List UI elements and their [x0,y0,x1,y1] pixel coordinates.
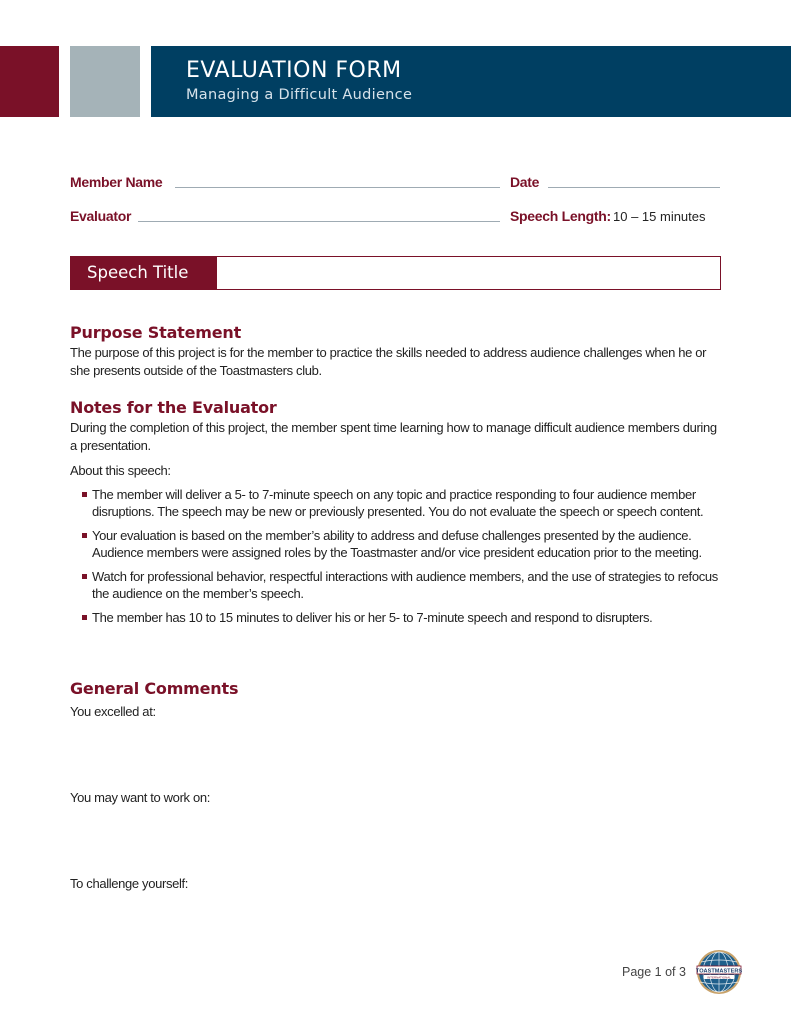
svg-text:TOASTMASTERS: TOASTMASTERS [695,968,743,975]
about-speech-label: About this speech: [70,463,171,478]
header-maroon-block [0,46,59,117]
toastmasters-logo-icon [694,948,744,996]
challenge-yourself-label: To challenge yourself: [70,876,189,891]
date-field[interactable] [548,187,720,188]
speech-length-label: Speech Length: [510,208,611,224]
comments-section [70,679,720,698]
header-banner [151,46,791,117]
work-on-area[interactable] [70,808,720,870]
bullet-square-icon [82,574,87,579]
challenge-yourself-area[interactable] [70,894,720,944]
evaluator-field[interactable] [138,221,500,222]
member-name-label: Member Name [70,174,163,190]
form-title: EVALUATION FORM [186,58,402,83]
excelled-at-area[interactable] [70,722,720,784]
evaluator-label: Evaluator [70,208,132,224]
notes-heading: Notes for the Evaluator [70,398,277,417]
purpose-text: The purpose of this project is for the member to practice the skills needed to address audience challenges when he or she presents outside of the Toastmasters club. [70,345,707,378]
form-subtitle: Managing a Difficult Audience [186,87,413,103]
speech-title-box [70,256,721,290]
speech-title-input[interactable] [217,257,720,289]
bullet-square-icon [82,533,87,538]
header-gray-block [70,46,140,117]
bullet-square-icon [82,615,87,620]
excelled-at-label: You excelled at: [70,704,156,719]
speech-title-label: Speech Title [71,257,217,289]
work-on-label: You may want to work on: [70,790,210,805]
speech-length-value: 10 – 15 minutes [613,209,706,224]
list-item: Your evaluation is based on the member’s ability to address and defuse challenges presented by the audience. Audience members were assigned roles by the Toastmaster and/or vice president education prior to the meeting. [70,527,720,562]
page-number: Page 1 of 3 [622,965,686,979]
purpose-section [70,323,720,379]
member-name-field[interactable] [175,187,500,188]
bullet-square-icon [82,492,87,497]
list-item: The member has 10 to 15 minutes to deliver his or her 5- to 7-minute speech and respond to disrupters. [70,609,720,627]
notes-section [70,398,720,632]
notes-bullet-list [70,486,720,627]
svg-text:INTERNATIONAL: INTERNATIONAL [707,975,731,980]
comments-heading: General Comments [70,679,239,698]
notes-intro: During the completion of this project, the member spent time learning how to manage difficult audience members during a presentation. [70,420,717,453]
purpose-heading: Purpose Statement [70,323,242,342]
date-label: Date [510,174,540,190]
list-item: Watch for professional behavior, respectful interactions with audience members, and the use of strategies to refocus the audience on the member’s speech. [70,568,720,603]
list-item: The member will deliver a 5- to 7-minute speech on any topic and practice responding to four audience member disruptions. The speech may be new or previously presented. You do not evaluate the speech or speech content. [70,486,720,521]
